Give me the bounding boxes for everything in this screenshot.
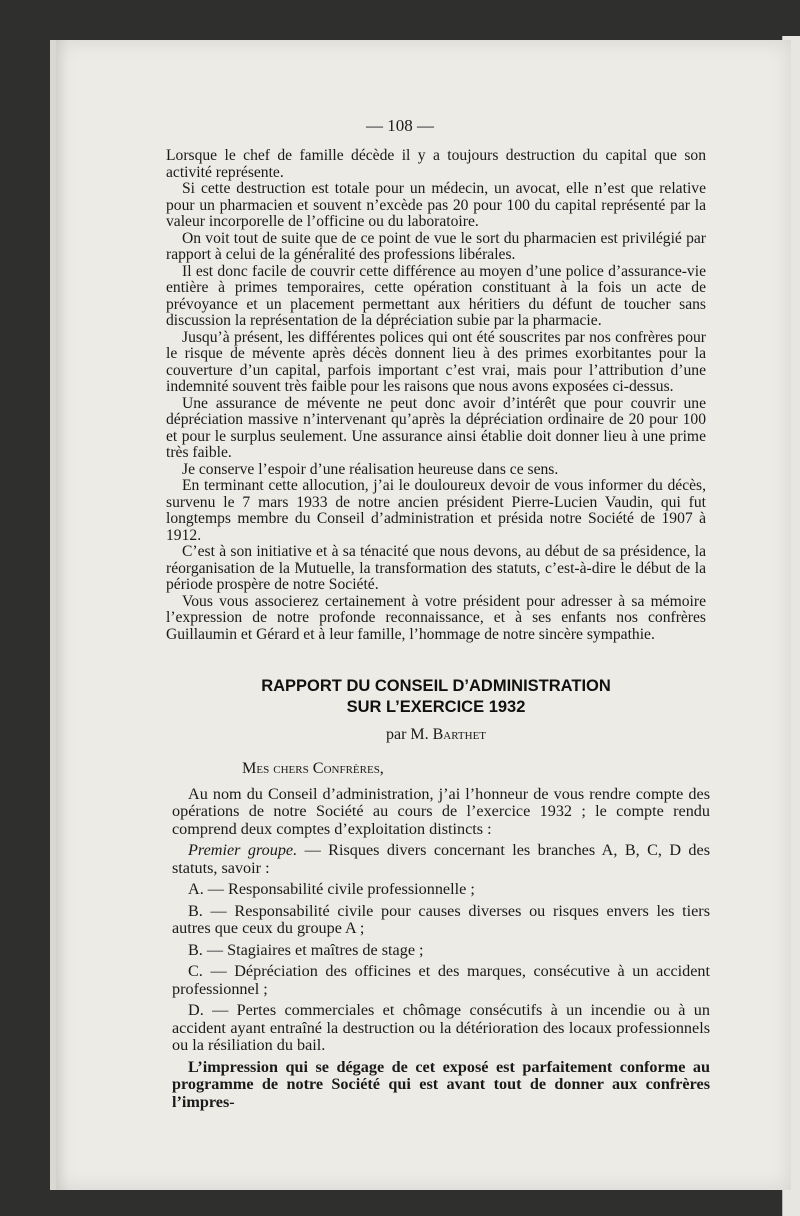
author-prefix: par M. [385,726,429,743]
page-gutter-shadow [56,40,68,1190]
list-item: A. — Responsabilité civile professionnelle ; [188,880,475,898]
closing-paragraph: L’impression qui se dégage de cet exposé est parfaitement conforme au programme de notre Société qui est avant tout de donner aux confrères l’impres- [172,1057,710,1111]
paragraph: On voit tout de suite que de ce point de vue le sort du pharmacien est privilégié par rapport à celui de la généralité des professions libérales. [166,229,706,263]
page-body [166,148,706,643]
paragraph: Vous vous associerez certainement à votre président pour adresser à sa mémoire l’expression de notre profonde reconnaissance, et à ses enfants nos confrères Guillaumin et Gérard et à leur famille, l’hommage de notre sincère sympathie. [166,592,706,643]
group-paragraph [172,842,710,877]
list-item: B. — Responsabilité civile pour causes diverses ou risques envers les tiers autres que ceux du groupe A ; [172,901,710,937]
list-item: D. — Pertes commerciales et chômage consécutifs à un incendie ou à un accident ayant entraîné la destruction ou la détérioration des locaux professionnels ou la résiliation du bail. [172,1001,710,1054]
report-title-line-1: RAPPORT DU CONSEIL D’ADMINISTRATION [261,677,611,695]
paragraph: Je conserve l’espoir d’une réalisation heureuse dans ce sens. [182,460,559,478]
paragraph: Une assurance de mévente ne peut donc avoir d’intérêt que pour couvrir une dépréciation massive n’intervenant qu’après la dépréciation ordinaire de 20 pour 100 et pour le surplus seulement. Une assurance ainsi établie doit donner lieu à une prime très faible. [166,394,706,461]
page-number: — 108 — [366,116,434,135]
paragraph: Il est donc facile de couvrir cette différence au moyen d’une police d’assurance-vie entière à primes temporaires, cette opération constituant à la fois un acte de prévoyance et un placement permettant aux héritiers du défunt de toucher sans discussion la représentation de la dépréciation subie par la pharmacie. [166,262,706,329]
report-body [172,760,710,1115]
group-text: — Risques divers concernant les branches A, B, C, D des statuts, savoir : [172,841,711,877]
list-item: B. — Stagiaires et maîtres de stage ; [188,940,424,959]
author-name: Barthet [432,726,487,743]
paragraph: C’est à son initiative et à sa ténacité que nous devons, au début de sa présidence, la réorganisation de la Mutuelle, la transformation des statuts, c’est-à-dire le début de la période prospère de notre Société. [166,543,706,593]
report-title-line-2: SUR L’EXERCICE 1932 [346,698,526,716]
list-item: C. — Dépréciation des officines et des marques, consécutive à un accident professionnel ; [172,962,710,998]
group-label: Premier groupe. [188,841,298,859]
salutation: Mes chers Confrères, [242,759,384,777]
report-author [166,726,706,744]
paragraph: Jusqu’à présent, les différentes polices qui ont été souscrites par nos confrères pour le risque de mévente après décès donnent lieu à des primes exorbitantes pour la couverture d’un capital, parfois important c’est vrai, mais pour l’attribution d’une indemnité souvent très faible pour les raisons que nous avons exposées ci-dessus. [166,328,706,395]
paragraph: Lorsque le chef de famille décède il y a toujours destruction du capital que son activité représente. [166,147,706,181]
paragraph: En terminant cette allocution, j’ai le douloureux devoir de vous informer du décès, survenu le 7 mars 1933 de notre ancien président Pierre-Lucien Vaudin, qui fut longtemps membre du Conseil d’administration et présida notre Société de 1907 à 1912. [166,477,706,544]
report-intro: Au nom du Conseil d’administration, j’ai l’honneur de vous rendre compte des opérations de notre Société au cours de l’exercice 1932 ; le compte rendu comprend deux comptes d’exploitation distincts : [172,784,710,838]
paragraph: Si cette destruction est totale pour un médecin, un avocat, elle n’est que relative pour un pharmacien et souvent n’excède pas 20 pour 100 du capital représenté par la valeur incorporelle de l’officine ou du laboratoire. [166,180,706,230]
